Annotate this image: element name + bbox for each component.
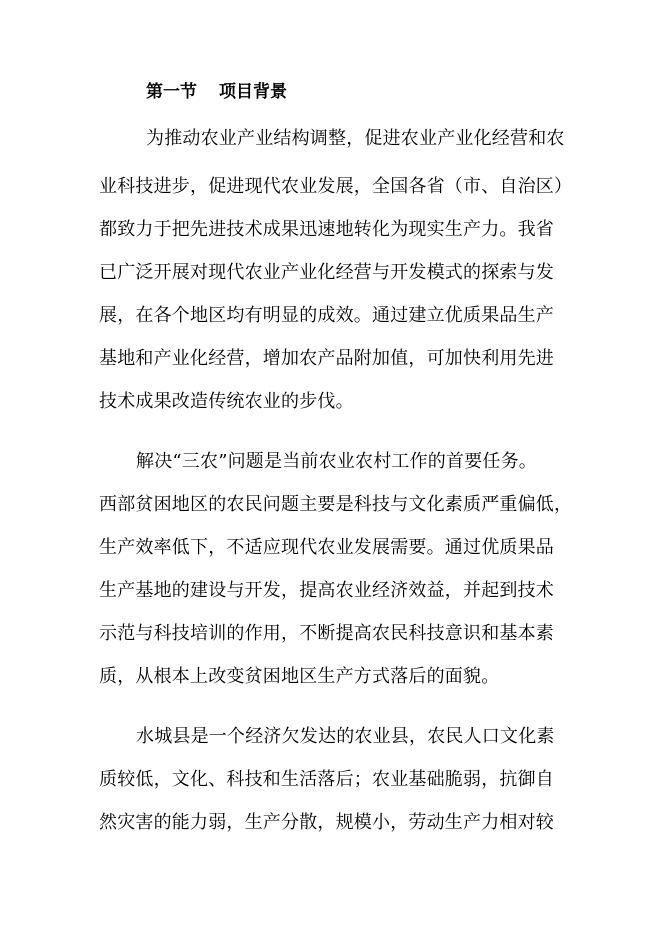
paragraph-line: 已广泛开展对现代农业产业化经营与开发模式的探索与发: [99, 262, 554, 283]
paragraph-line: 水城县是一个经济欠发达的农业县，农民人口文化素: [136, 726, 555, 747]
section-title: 项目背景: [219, 82, 287, 102]
paragraph-line: 然灾害的能力弱，生产分散，规模小，劳动生产力相对较: [99, 812, 554, 833]
paragraph-line: 解决“三农”问题是当前农业农村工作的首要任务。: [136, 451, 538, 472]
section-heading: [146, 79, 287, 105]
paragraph-line: 生产基地的建设与开发，提高农业经济效益，并起到技术: [99, 580, 554, 601]
paragraph-line: 展，在各个地区均有明显的成效。通过建立优质果品生产: [99, 305, 554, 326]
paragraph-line: 质较低，文化、科技和生活落后；农业基础脆弱，抗御自: [99, 769, 554, 790]
paragraph-line: 技术成果改造传统农业的步伐。: [99, 391, 354, 412]
paragraph-line: 业科技进步，促进现代农业发展，全国各省（市、自治区）: [99, 176, 573, 197]
paragraph-line: 都致力于把先进技术成果迅速地转化为现实生产力。我省: [99, 219, 554, 240]
paragraph-line: 西部贫困地区的农民问题主要是科技与文化素质严重偏低，: [99, 494, 573, 515]
paragraph-line: 生产效率低下，不适应现代农业发展需要。通过优质果品: [99, 537, 554, 558]
paragraph-line: 基地和产业化经营，增加农产品附加值，可加快利用先进: [99, 348, 554, 369]
paragraph-line: 示范与科技培训的作用，不断提高农民科技意识和基本素: [99, 623, 554, 644]
paragraph-line: 质，从根本上改变贫困地区生产方式落后的面貌。: [99, 666, 500, 687]
paragraph-line: 为推动农业产业结构调整，促进农业产业化经营和农: [146, 128, 565, 149]
section-number: 第一节: [146, 82, 197, 102]
